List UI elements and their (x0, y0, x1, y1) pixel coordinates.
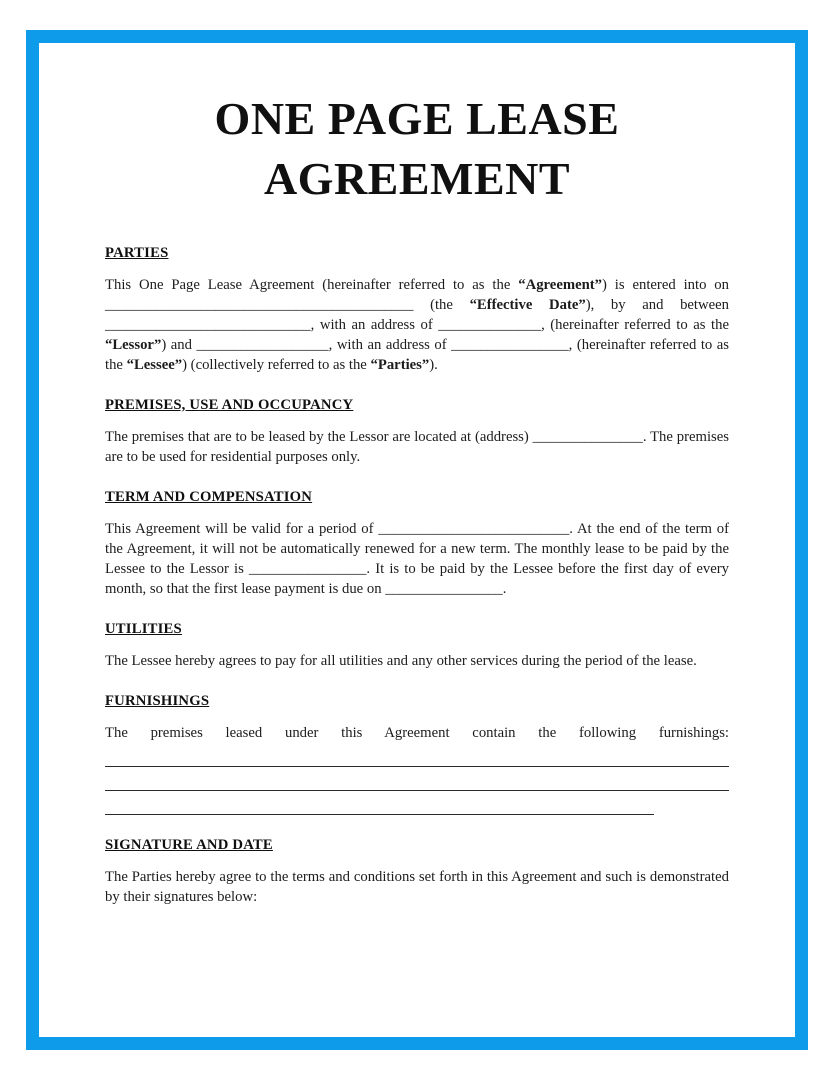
fill-in-blank[interactable]: ______________ (438, 316, 542, 333)
text-run: , (hereinafter referred to as the (105, 336, 729, 373)
text-run: This One Page Lease Agreement (hereinafter referred to as the (105, 276, 519, 293)
section-heading-term: TERM AND COMPENSATION (105, 488, 313, 505)
text-run: The premises that are to be leased by the Lessor are located at (address) (105, 428, 533, 445)
fill-in-blank[interactable]: _______________ (532, 428, 643, 445)
text-run: . It is to be paid by the Lessee before the first day of every month, so that the first lease payment is due on (105, 560, 729, 597)
section-heading-parties: PARTIES (105, 244, 169, 261)
text-run: ) (collectively referred to as the (182, 356, 371, 373)
text-run: ) and (161, 336, 197, 353)
term-paragraph (105, 519, 729, 599)
text-run: , with an address of (328, 336, 452, 353)
utilities-paragraph (105, 651, 729, 671)
lease-document (39, 43, 795, 907)
bold-term: “Agreement” (518, 276, 602, 293)
text-run: The premises leased under this Agreement contain the following furnishings: (105, 724, 729, 741)
fill-in-blank[interactable]: __________________________________________ (105, 296, 414, 313)
title-line-1: ONE PAGE LEASE (214, 93, 620, 144)
furnishings-blank-line-3[interactable] (105, 814, 654, 815)
text-run: ). (429, 356, 438, 373)
fill-in-blank[interactable]: __________________________ (378, 520, 570, 537)
bold-term: “Lessee” (126, 356, 183, 373)
parties-paragraph (105, 275, 729, 375)
furnishings-paragraph (105, 723, 729, 743)
text-run: The Parties hereby agree to the terms and conditions set forth in this Agreement and such is demonstrated by their signatures below: (105, 868, 729, 905)
document-title (105, 89, 729, 209)
section-heading-premises: PREMISES, USE AND OCCUPANCY (105, 396, 354, 413)
text-run: This Agreement will be valid for a period of (105, 520, 379, 537)
signature-paragraph (105, 867, 729, 907)
fill-in-blank[interactable]: ____________________________ (105, 316, 311, 333)
text-run: The Lessee hereby agrees to pay for all utilities and any other services during the period of the lease. (105, 652, 697, 669)
fill-in-blank[interactable]: __________________ (196, 336, 329, 353)
premises-paragraph (105, 427, 729, 467)
text-run: (the (413, 296, 470, 313)
text-run: , (hereinafter referred to as the (541, 316, 729, 333)
fill-in-blank[interactable]: ________________ (385, 580, 503, 597)
furnishings-blank-lines (105, 766, 729, 815)
furnishings-blank-line-1[interactable] (105, 766, 729, 767)
page-border-frame (26, 30, 808, 1050)
bold-term: “Parties” (370, 356, 430, 373)
text-run: ) is entered into on (602, 276, 729, 293)
text-run: . The premises are to be used for residential purposes only. (105, 428, 729, 465)
text-run: ), by and between (585, 296, 730, 313)
furnishings-blank-line-2[interactable] (105, 790, 729, 791)
bold-term: “Lessor” (105, 336, 162, 353)
text-run: . (502, 580, 507, 597)
bold-term: “Effective Date” (469, 296, 586, 313)
fill-in-blank[interactable]: ________________ (451, 336, 569, 353)
text-run: . At the end of the term of the Agreement, it will not be automatically renewed for a new term. The monthly lease to be paid by the Lessee to the Lessor is (105, 520, 729, 577)
fill-in-blank[interactable]: ________________ (248, 560, 367, 577)
section-heading-utilities: UTILITIES (105, 620, 182, 637)
title-line-2: AGREEMENT (263, 152, 571, 204)
text-run: , with an address of (310, 316, 439, 333)
section-heading-furnishings: FURNISHINGS (105, 692, 210, 709)
section-heading-signature: SIGNATURE AND DATE (105, 836, 273, 853)
